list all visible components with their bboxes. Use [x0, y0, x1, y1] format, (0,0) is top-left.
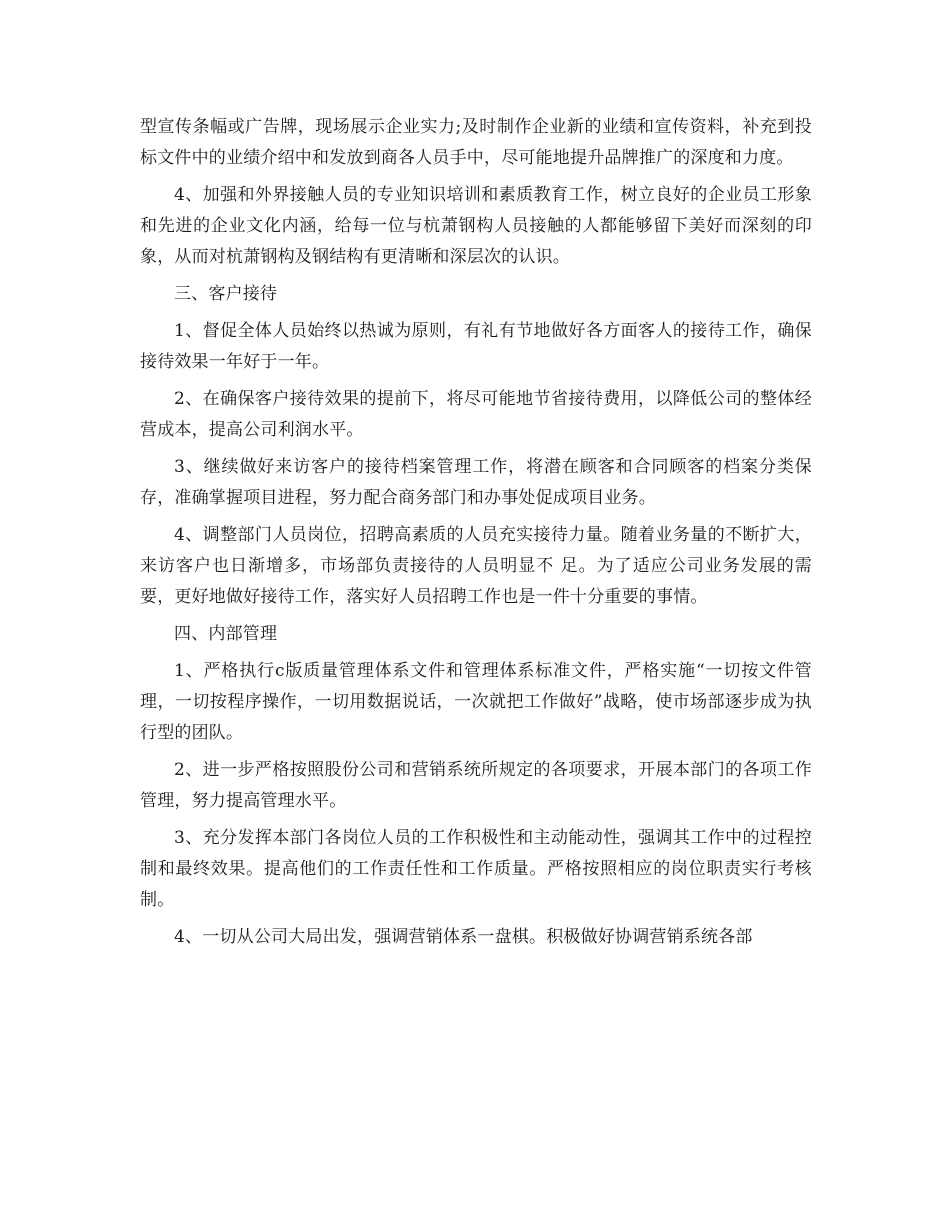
section-heading: 四、内部管理	[174, 624, 278, 644]
paragraph: 3、充分发挥本部门各岗位人员的工作积极性和主动能动性，强调其工作中的过程控制和最终效果。提高他们的工作责任性和工作质量。严格按照相应的岗位职责实行考核制。	[140, 828, 812, 910]
paragraph: 4、调整部门人员岗位，招聘高素质的人员充实接待力量。随着业务量的不断扩大，来访客户也日渐增多，市场部负责接待的人员明显不 足。为了适应公司业务发展的需要，更好地做好接待工作，落实好人员招聘工作也是一件十分重要的事情。	[140, 525, 812, 607]
paragraph: 1、督促全体人员始终以热诚为原则，有礼有节地做好各方面客人的接待工作，确保接待效果一年好于一年。	[140, 321, 812, 372]
paragraph: 4、加强和外界接触人员的专业知识培训和素质教育工作，树立良好的企业员工形象和先进的企业文化内涵，给每一位与杭萧钢构人员接触的人都能够留下美好而深刻的印象，从而对杭萧钢构及钢结构有更清晰和深层次的认识。	[140, 185, 812, 267]
paragraph-continued: 型宣传条幅或广告牌，现场展示企业实力;及时制作企业新的业绩和宣传资料，补充到投标文件中的业绩介绍中和发放到商各人员手中，尽可能地提升品牌推广的深度和力度。	[140, 117, 812, 168]
paragraph: 3、继续做好来访客户的接待档案管理工作，将潜在顾客和合同顾客的档案分类保存，准确掌握项目进程，努力配合商务部门和办事处促成项目业务。	[140, 457, 812, 508]
section-heading: 三、客户接待	[174, 284, 278, 304]
paragraph: 2、在确保客户接待效果的提前下，将尽可能地节省接待费用，以降低公司的整体经营成本，提高公司利润水平。	[140, 389, 812, 440]
paragraph-truncated: 4、一切从公司大局出发，强调营销体系一盘棋。积极做好协调营销系统各部	[174, 927, 753, 947]
paragraph: 2、进一步严格按照股份公司和营销系统所规定的各项要求，开展本部门的各项工作管理，努力提高管理水平。	[140, 760, 812, 811]
paragraph: 1、严格执行c版质量管理体系文件和管理体系标准文件，严格实施“一切按文件管理，一切按程序操作，一切用数据说话，一次就把工作做好”战略，使市场部逐步成为执行型的团队。	[140, 661, 812, 743]
